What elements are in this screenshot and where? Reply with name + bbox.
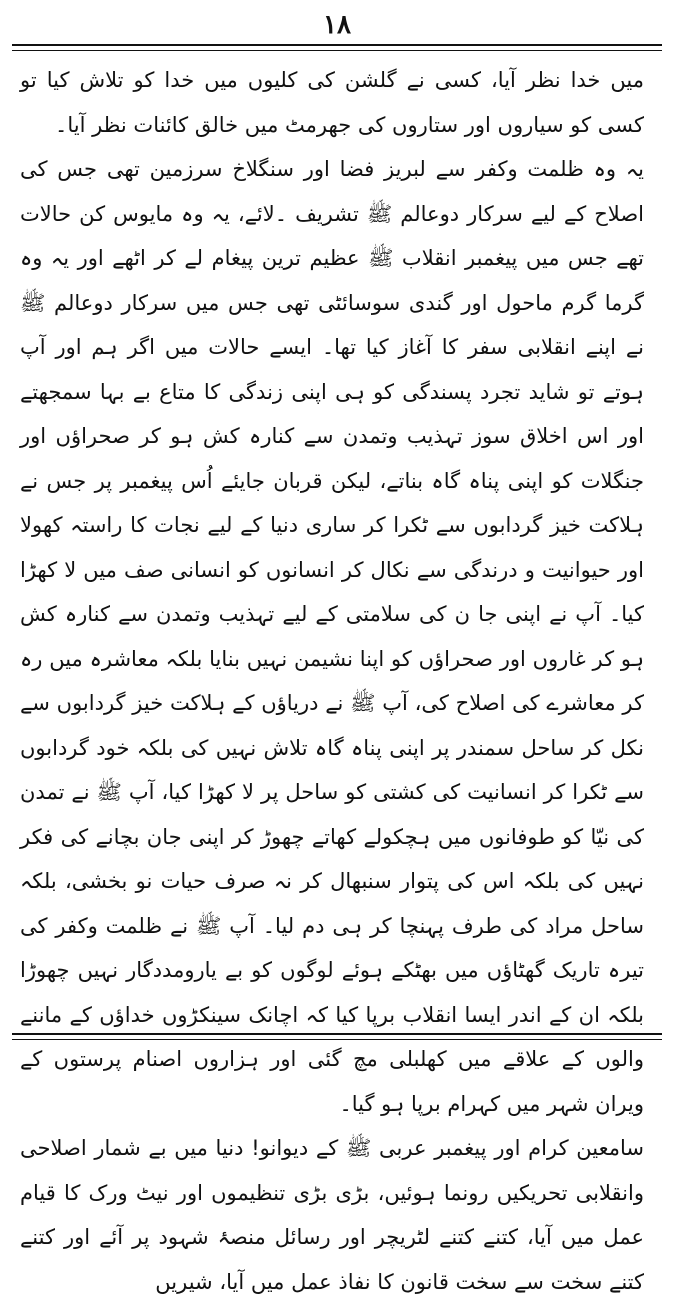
paragraph: سامعین کرام اور پیغمبر عربی ﷺ کے دیوانو! دنیا میں بے شمار اصلاحی وانقلابی تحریکیں رونما ہوئیں، بڑی بڑی تنظیموں اور نیٹ ورک کا قیام عمل میں آیا، کتنے کتنے لٹریچر اور رسائل منصۂ شہود پر آئے اور کتنے کتنے سخت سے سخت قانون کا نفاذ عمل میں آیا، شیریں: [20, 1136, 644, 1294]
page-number: ۱۸: [323, 10, 351, 40]
footer-rule: [12, 1033, 662, 1040]
page-body: [20, 58, 644, 1304]
paragraph: میں خدا نظر آیا، کسی نے گلشن کی کلیوں میں خدا کو تلاش کیا تو کسی کو سیاروں اور ستاروں کی جھرمٹ میں خالق کائنات نظر آیا۔: [20, 68, 644, 137]
paragraph: یہ وہ ظلمت وکفر سے لبریز فضا اور سنگلاخ سرزمین تھی جس کی اصلاح کے لیے سرکار دوعالم ﷺ تشریف ۔لائے، یہ وہ مایوس کن حالات تھے جس میں پیغمبر انقلاب ﷺ عظیم ترین پیغام لے کر اٹھے اور یہ وہ گرما گرم ماحول اور گندی سوسائٹی تھی جس میں سرکار دوعالم ﷺ نے اپنے انقلابی سفر کا آغاز کیا تھا۔ ایسے حالات میں اگر ہم اور آپ ہوتے تو شاید تجرد پسندگی کو ہی اپنی زندگی کا متاع بے بہا سمجھتے اور اس اخلاق سوز تہذیب وتمدن سے کنارہ کش ہو کر صحراؤں اور جنگلات کو اپنی پناہ گاہ بناتے، لیکن قربان جایئے اُس پیغمبر پر جس نے ہلاکت خیز گردابوں سے ٹکرا کر ساری دنیا کے لیے نجات کا راستہ کھولا اور حیوانیت و درندگی سے نکال کر انسانوں کو انسانی صف میں لا کھڑا کیا۔ آپ نے اپنی جا ن کی سلامتی کے لیے تہذیب وتمدن سے کنارہ کش ہو کر غاروں اور صحراؤں کو اپنا نشیمن نہیں بنایا بلکہ معاشرہ میں رہ کر معاشرے کی اصلاح کی، آپ ﷺ نے دریاؤں کے ہلاکت خیز گردابوں سے نکل کر ساحل سمندر پر اپنی پناہ گاہ تلاش نہیں کی بلکہ خود گردابوں سے ٹکرا کر انسانیت کی کشتی کو ساحل پر لا کھڑا کیا، آپ ﷺ نے تمدن کی نیّا کو طوفانوں میں ہچکولے کھاتے چھوڑ کر اپنی جان بچانے کی فکر نہیں کی بلکہ اس کی پتوار سنبھال کر نہ صرف حیات نو بخشی، بلکہ ساحل مراد کی طرف پہنچا کر ہی دم لیا۔ آپ ﷺ نے ظلمت وکفر کی تیرہ تاریک گھٹاؤں میں بھٹکے ہوئے لوگوں کو بے یارومددگار نہیں چھوڑا بلکہ ان کے اندر ایسا انقلاب برپا کیا کہ اچانک سینکڑوں خداؤں کے ماننے والوں کے علاقے میں کھلبلی مچ گئی اور ہزاروں اصنام پرستوں کے ویران شہر میں کہرام برپا ہو گیا۔: [20, 157, 644, 1116]
header-rule: [12, 44, 662, 51]
